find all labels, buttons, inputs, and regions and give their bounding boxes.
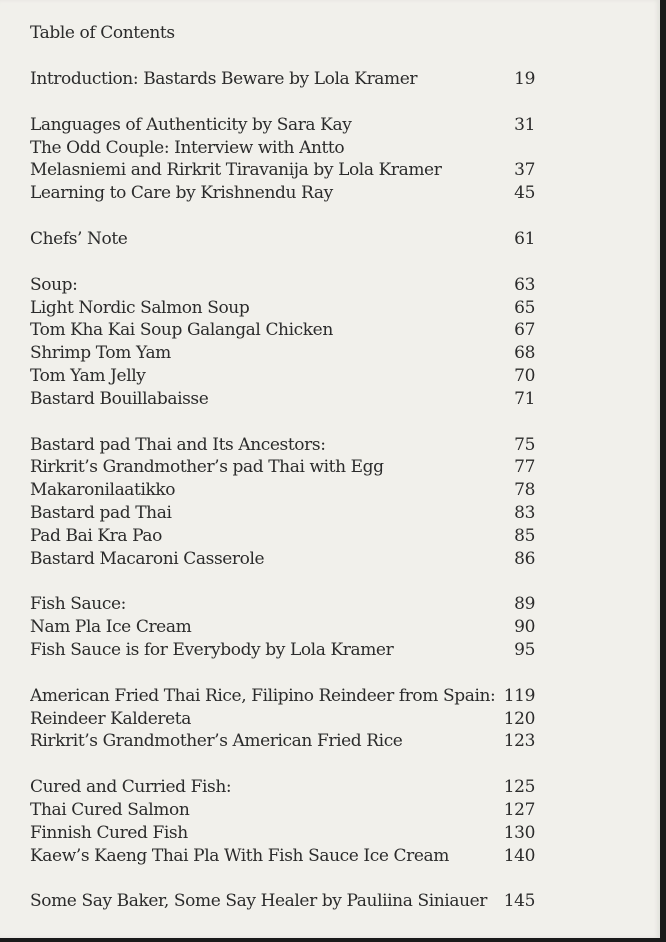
toc-entry — [30, 502, 535, 525]
toc-entry-page-number: 125 — [503, 777, 535, 798]
toc-entry-label: Cured and Curried Fish: — [30, 777, 232, 798]
toc-entry-label: Bastard pad Thai — [30, 502, 172, 523]
toc-section — [30, 685, 535, 753]
toc-entry — [30, 776, 535, 799]
toc-entry-page-number: 95 — [514, 639, 535, 660]
toc-entry-page-number: 83 — [514, 502, 535, 523]
toc-entry — [30, 479, 535, 502]
toc-entry-page-number: 75 — [514, 434, 535, 455]
toc-entry-label: Fish Sauce is for Everybody by Lola Kramer — [30, 639, 394, 660]
toc-entry-page-number: 31 — [514, 114, 535, 135]
toc-section — [30, 776, 535, 867]
toc-entry-page-number: 89 — [514, 594, 535, 615]
toc-section — [30, 593, 535, 661]
toc-entry — [30, 228, 535, 251]
toc-entry-label: Makaronilaatikko — [30, 480, 176, 501]
toc-entry-page-number: 119 — [503, 685, 535, 706]
toc-entry — [30, 685, 535, 708]
toc-entry-label: Thai Cured Salmon — [30, 799, 190, 820]
toc-entry-page-number: 78 — [514, 480, 535, 501]
toc-entry-label: Reindeer Kaldereta — [30, 708, 191, 729]
toc-entry — [30, 616, 535, 639]
toc-entry — [30, 319, 535, 342]
toc-entry — [30, 68, 535, 91]
toc-entry-label: Tom Kha Kai Soup Galangal Chicken — [30, 320, 333, 341]
toc-entry-page-number: 37 — [514, 160, 535, 181]
toc-entry — [30, 890, 535, 913]
toc-entry-label: Kaew’s Kaeng Thai Pla With Fish Sauce Ice Cream — [30, 845, 449, 866]
toc-entry-page-number: 127 — [503, 799, 535, 820]
toc-entry — [30, 799, 535, 822]
toc-entry-page-number: 19 — [514, 69, 535, 89]
toc-entry — [30, 548, 535, 571]
toc-entry — [30, 845, 535, 868]
toc-entry — [30, 182, 535, 205]
toc-entry-page-number: 63 — [514, 274, 535, 295]
toc-entry — [30, 708, 535, 731]
toc-entry-page-number: 70 — [514, 365, 535, 386]
page-bottom-edge — [0, 938, 666, 942]
toc-entry-label: Some Say Baker, Some Say Healer by Pauliina Siniauer — [30, 891, 488, 912]
toc-entry-page-number: 68 — [514, 343, 535, 364]
toc-entry — [30, 593, 535, 616]
toc-entry-label: Melasniemi and Rirkrit Tiravanija by Lola Kramer — [30, 160, 442, 181]
toc-entry-page-number: 77 — [514, 457, 535, 478]
toc-entry-page-number: 145 — [503, 891, 535, 912]
toc-section — [30, 890, 535, 913]
toc-entry-label: Rirkrit’s Grandmother’s American Fried Rice — [30, 731, 403, 752]
toc-entry-label: Light Nordic Salmon Soup — [30, 297, 250, 318]
toc-entry-page-number: 61 — [514, 228, 535, 249]
toc-entry-label: Languages of Authenticity by Sara Kay — [30, 114, 352, 135]
toc-entry — [30, 730, 535, 753]
toc-entry — [30, 822, 535, 845]
toc-sections — [30, 68, 535, 913]
toc-entry-label: Shrimp Tom Yam — [30, 343, 171, 364]
toc-entry-label: Finnish Cured Fish — [30, 822, 188, 843]
toc-section — [30, 228, 535, 251]
toc-entry-label: Soup: — [30, 274, 78, 295]
toc-entry-page-number: 85 — [514, 525, 535, 546]
page-right-edge — [660, 0, 666, 942]
toc-entry-page-number: 86 — [514, 548, 535, 569]
toc-title: Table of Contents — [30, 23, 175, 43]
toc-entry — [30, 297, 535, 320]
toc-entry-label: Learning to Care by Krishnendu Ray — [30, 183, 333, 204]
toc-section — [30, 114, 535, 205]
toc-entry — [30, 274, 535, 297]
toc-entry-page-number: 140 — [503, 845, 535, 866]
toc-entry-label: Bastard Bouillabaisse — [30, 388, 209, 409]
toc-section — [30, 434, 535, 571]
toc-entry-page-number: 130 — [503, 822, 535, 843]
toc-entry-label: Bastard pad Thai and Its Ancestors: — [30, 434, 326, 455]
toc-entry — [30, 434, 535, 457]
toc-entry-label: Chefs’ Note — [30, 228, 128, 249]
toc-entry-label: Bastard Macaroni Casserole — [30, 548, 265, 569]
toc-entry-label: Pad Bai Kra Pao — [30, 525, 162, 546]
toc-entry — [30, 159, 535, 182]
toc-entry-page-number: 120 — [503, 708, 535, 729]
toc-section — [30, 274, 535, 411]
toc-entry-page-number: 90 — [514, 617, 535, 638]
toc-entry-page-number: 123 — [503, 731, 535, 752]
toc-entry — [30, 365, 535, 388]
toc-entry-label: American Fried Thai Rice, Filipino Reindeer from Spain: — [30, 685, 496, 706]
toc-entry-page-number: 65 — [514, 297, 535, 318]
toc-entry — [30, 342, 535, 365]
toc-entry — [30, 388, 535, 411]
toc-entry-label: The Odd Couple: Interview with Antto — [30, 137, 345, 158]
table-of-contents — [30, 22, 535, 936]
toc-entry — [30, 525, 535, 548]
toc-entry-page-number: 67 — [514, 320, 535, 341]
toc-entry — [30, 639, 535, 662]
toc-entry-label: Nam Pla Ice Cream — [30, 617, 192, 638]
toc-entry-label: Introduction: Bastards Beware by Lola Kramer — [30, 69, 418, 89]
toc-entry-label: Fish Sauce: — [30, 594, 126, 615]
toc-entry-label: Tom Yam Jelly — [30, 365, 146, 386]
toc-entry-label: Rirkrit’s Grandmother’s pad Thai with Egg — [30, 457, 384, 478]
toc-entry — [30, 137, 535, 160]
toc-entry-page-number: 45 — [514, 183, 535, 204]
toc-entry — [30, 456, 535, 479]
toc-section — [30, 68, 535, 91]
toc-entry-page-number: 71 — [514, 388, 535, 409]
toc-entry — [30, 114, 535, 137]
